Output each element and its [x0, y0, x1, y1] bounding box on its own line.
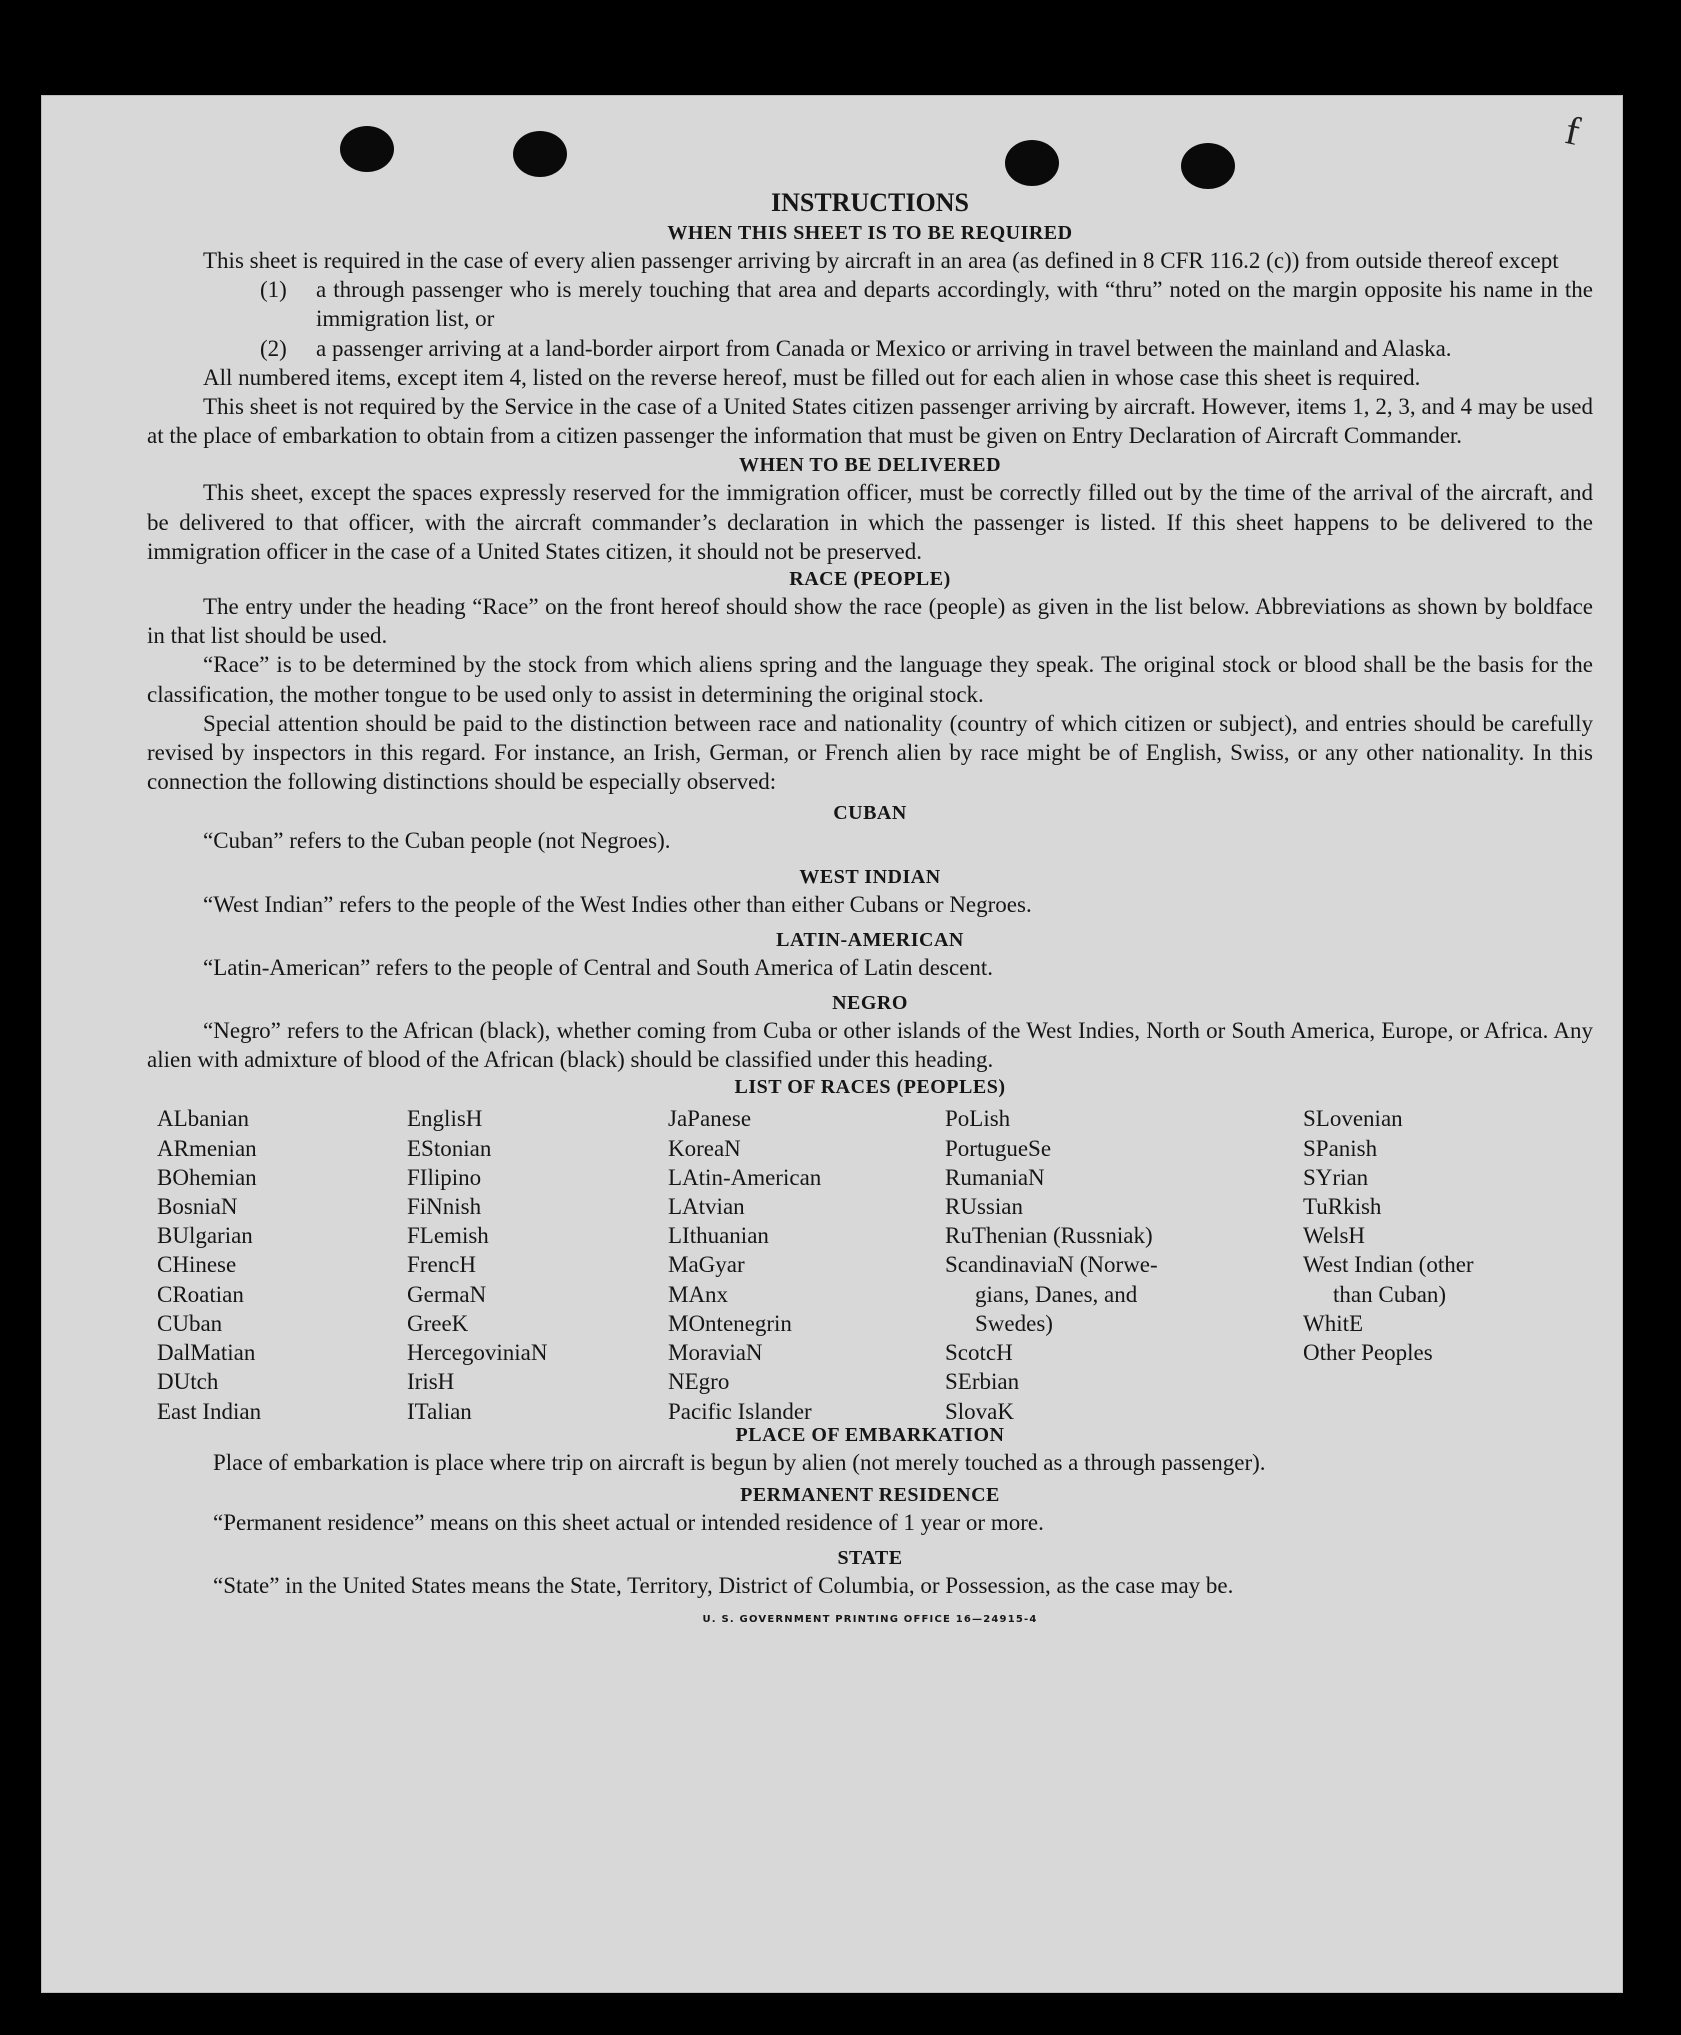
race-entry: PortugueSe: [945, 1135, 1052, 1161]
punch-hole: [1181, 143, 1235, 189]
section-heading-west-indian: WEST INDIAN: [799, 865, 941, 888]
instructions-text: [147, 186, 1593, 1625]
printer-imprint: U. S. GOVERNMENT PRINTING OFFICE 16—24915-4: [702, 1614, 1038, 1626]
race-entry: SPanish: [1303, 1135, 1378, 1161]
race-entry: ScotcH: [945, 1340, 1013, 1366]
required-item-1: (1) a through passenger who is merely touching that area and departs accordingly, with “thru” noted on the margin opposite his name in the immigration list, or: [260, 277, 1593, 332]
race-entry: SErbian: [945, 1369, 1020, 1395]
race-entry: SYrian: [1303, 1164, 1369, 1190]
race-entry: HercegoviniaN: [407, 1340, 548, 1366]
race-entry: SLovenian: [1303, 1106, 1403, 1132]
section-heading-race: RACE (PEOPLE): [789, 568, 951, 591]
race-entry: MoraviaN: [668, 1340, 763, 1366]
race-paragraph-2: “Race” is to be determined by the stock from which aliens spring and the language they speak. The original stock or blood shall be the basis for the classification, the mother tongue to be used only to assist in determining the original stock.: [147, 652, 1593, 707]
race-entry: CHinese: [157, 1252, 237, 1278]
race-entry: West Indian (other: [1303, 1252, 1474, 1278]
punch-hole: [1005, 140, 1059, 186]
race-entry: Swedes): [975, 1310, 1053, 1336]
race-entry: GreeK: [407, 1310, 469, 1336]
race-entry: BUlgarian: [157, 1223, 253, 1249]
race-paragraph-3: Special attention should be paid to the distinction between race and nationality (country of which citizen or subject), and entries should be carefully revised by inspectors in this regard. For instance, an Irish, German, or French alien by race might be of English, Swiss, or any other nationality. In this connection the following distinctions should be especially observed:: [147, 710, 1593, 795]
race-entry: LAtin-American: [668, 1164, 822, 1190]
section-heading-latin-american: LATIN-AMERICAN: [776, 928, 964, 951]
race-entry: EnglisH: [407, 1106, 483, 1132]
race-entry: FLemish: [407, 1223, 489, 1249]
punch-hole: [513, 131, 567, 177]
race-entry: FrencH: [407, 1252, 476, 1278]
race-column-3: [668, 1104, 821, 1425]
residence-paragraph: “Permanent residence” means on this sheet actual or intended residence of 1 year or more.: [213, 1509, 1044, 1535]
race-entry: DalMatian: [157, 1340, 256, 1366]
race-entry: GermaN: [407, 1281, 487, 1307]
section-heading-race-list: LIST OF RACES (PEOPLES): [734, 1076, 1006, 1099]
race-entry: BOhemian: [157, 1164, 257, 1190]
section-heading-required: WHEN THIS SHEET IS TO BE REQUIRED: [667, 222, 1073, 244]
race-entry: EStonian: [407, 1135, 492, 1161]
delivered-paragraph: This sheet, except the spaces expressly reserved for the immigration officer, must be correctly filled out by the time of the arrival of the aircraft, and be delivered to that officer, with the aircraft commander’s declaration in which the passenger is listed. If this sheet happens to be delivered to the immigration officer in the case of a United States citizen, it should not be preserved.: [147, 480, 1593, 564]
section-heading-negro: NEGRO: [832, 992, 908, 1015]
west-indian-paragraph: “West Indian” refers to the people of the West Indies other than either Cubans or Negroes.: [203, 891, 1032, 917]
race-entry: BosniaN: [157, 1194, 238, 1220]
race-entry: Other Peoples: [1303, 1340, 1433, 1366]
race-entry: MaGyar: [668, 1252, 745, 1278]
race-entry: KoreaN: [668, 1135, 741, 1161]
cuban-paragraph: “Cuban” refers to the Cuban people (not Negroes).: [203, 828, 671, 854]
required-paragraph-2: All numbered items, except item 4, listed on the reverse hereof, must be filled out for each alien in whose case this sheet is required.: [203, 364, 1421, 390]
race-entry: RumaniaN: [945, 1164, 1045, 1190]
race-entry: Pacific Islander: [668, 1398, 812, 1424]
required-item-2: (2) a passenger arriving at a land-border airport from Canada or Mexico or arriving in travel between the mainland and Alaska.: [260, 335, 1452, 361]
punch-hole: [340, 126, 394, 172]
race-column-4: [945, 1104, 1233, 1425]
race-column-1: [157, 1104, 261, 1425]
race-entry: NEgro: [668, 1369, 730, 1395]
required-intro: This sheet is required in the case of every alien passenger arriving by aircraft in an area (as defined in 8 CFR 116.2 (c)) from outside thereof except: [203, 248, 1559, 273]
document-sheet: [41, 95, 1623, 1993]
section-heading-residence: PERMANENT RESIDENCE: [740, 1483, 1000, 1506]
negro-paragraph: “Negro” refers to the African (black), whether coming from Cuba or other islands of the West Indies, North or South America, Europe, or Africa. Any alien with admixture of blood of the African (black) should be classified under this heading.: [147, 1018, 1593, 1073]
section-heading-embarkation: PLACE OF EMBARKATION: [735, 1424, 1005, 1447]
handwritten-mark: f: [1561, 107, 1584, 154]
required-paragraph-3: This sheet is not required by the Service in the case of a United States citizen passenger arriving by aircraft. However, items 1, 2, 3, and 4 may be used at the place of embarkation to obtain from a citizen passenger the information that must be given on Entry Declaration of Aircraft Commander.: [147, 394, 1593, 449]
race-entry: TuRkish: [1303, 1194, 1382, 1220]
race-entry: CUban: [157, 1310, 223, 1336]
race-entry: East Indian: [157, 1398, 262, 1424]
race-entry: JaPanese: [668, 1106, 752, 1132]
race-entry: DUtch: [157, 1369, 219, 1395]
section-heading-delivered: WHEN TO BE DELIVERED: [738, 454, 1002, 477]
race-entry: LIthuanian: [668, 1223, 769, 1249]
race-entry: SlovaK: [945, 1398, 1014, 1424]
race-list: [147, 1100, 1593, 1422]
latin-american-paragraph: “Latin-American” refers to the people of Central and South America of Latin descent.: [203, 954, 993, 980]
race-entry: WelsH: [1303, 1223, 1366, 1249]
page-title: INSTRUCTIONS: [771, 188, 969, 217]
race-entry: IrisH: [407, 1369, 455, 1395]
race-entry: WhitE: [1303, 1310, 1364, 1336]
race-entry: MOntenegrin: [668, 1310, 792, 1336]
race-entry: than Cuban): [1333, 1281, 1447, 1307]
race-entry: ARmenian: [157, 1135, 257, 1161]
embarkation-paragraph: Place of embarkation is place where trip on aircraft is begun by alien (not merely touched as a through passenger).: [213, 1450, 1266, 1476]
race-entry: RuThenian (Russniak): [945, 1223, 1153, 1249]
race-column-2: [407, 1104, 548, 1425]
race-entry: ALbanian: [157, 1106, 249, 1132]
race-entry: ScandinaviaN (Norwe-: [945, 1252, 1158, 1278]
race-entry: gians, Danes, and: [975, 1281, 1138, 1307]
race-paragraph-1: The entry under the heading “Race” on the front hereof should show the race (people) as given in the list below. Abbreviations as shown by boldface in that list should be used.: [147, 594, 1593, 649]
state-paragraph: “State” in the United States means the State, Territory, District of Columbia, or Possession, as the case may be.: [213, 1572, 1234, 1598]
race-entry: FIlipino: [407, 1164, 482, 1190]
race-column-5: [1303, 1104, 1474, 1367]
section-heading-state: STATE: [837, 1546, 903, 1569]
section-heading-cuban: CUBAN: [833, 802, 907, 825]
race-entry: CRoatian: [157, 1281, 244, 1307]
race-entry: PoLish: [945, 1106, 1011, 1132]
race-entry: FiNnish: [407, 1194, 482, 1220]
race-entry: MAnx: [668, 1281, 729, 1307]
race-entry: ITalian: [407, 1398, 472, 1424]
race-entry: LAtvian: [668, 1194, 745, 1220]
race-entry: RUssian: [945, 1194, 1023, 1220]
